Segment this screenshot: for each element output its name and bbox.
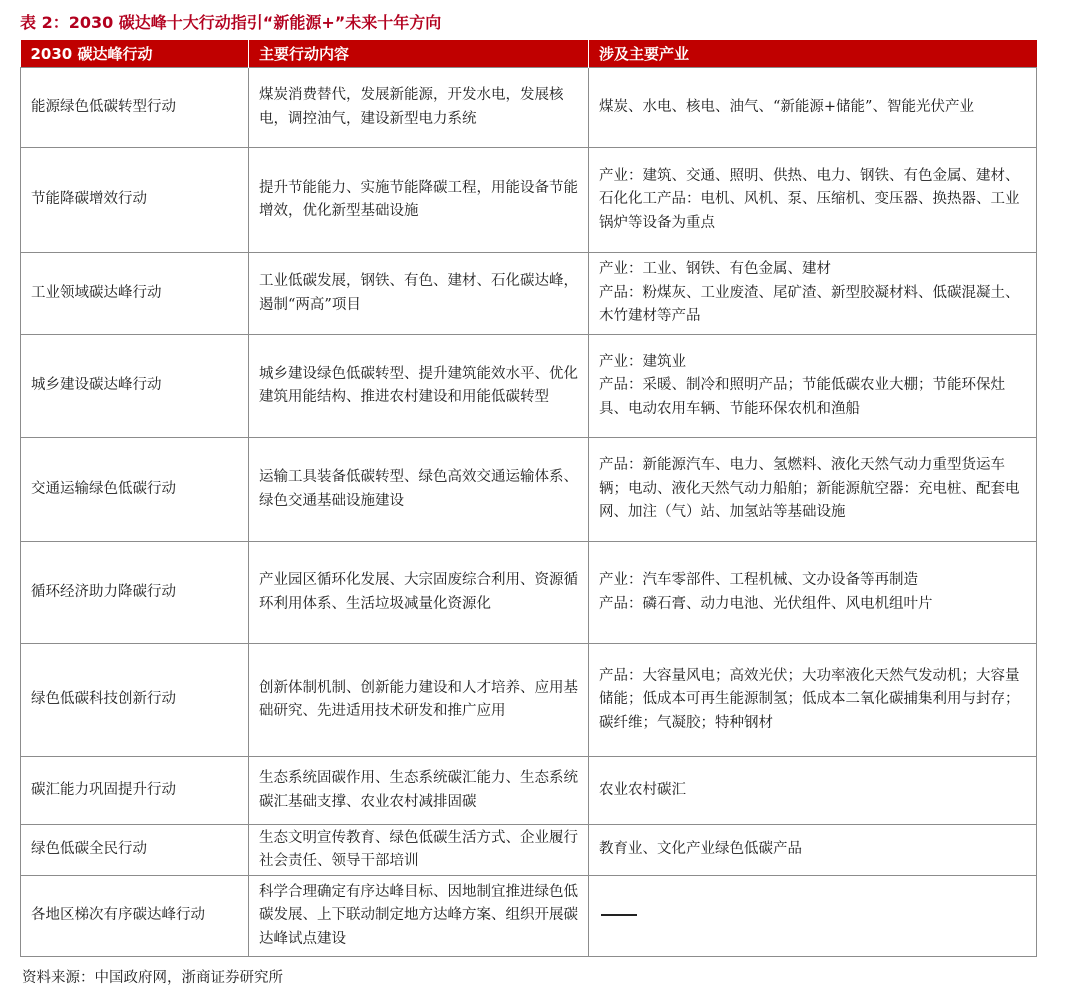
content-cell: 提升节能能力、实施节能降碳工程，用能设备节能增效，优化新型基础设施 [249,148,589,253]
content-cell: 科学合理确定有序达峰目标、因地制宜推进绿色低碳发展、上下联动制定地方达峰方案、组织开展碳达峰试点建设 [249,876,589,957]
table-row [21,876,1037,957]
industry-cell: 产业：汽车零部件、工程机械、文办设备等再制造 产品：磷石膏、动力电池、光伏组件、风电机组叶片 [589,542,1037,644]
content-cell: 城乡建设绿色低碳转型、提升建筑能效水平、优化建筑用能结构、推进农村建设和用能低碳转型 [249,335,589,438]
action-cell: 绿色低碳全民行动 [21,825,249,876]
table-row [21,757,1037,825]
action-cell: 城乡建设碳达峰行动 [21,335,249,438]
action-cell: 工业领域碳达峰行动 [21,253,249,335]
table-row [21,825,1037,876]
content-cell: 生态文明宣传教育、绿色低碳生活方式、企业履行社会责任、领导干部培训 [249,825,589,876]
table-row [21,335,1037,438]
content-cell: 煤炭消费替代，发展新能源，开发水电，发展核电，调控油气，建设新型电力系统 [249,68,589,148]
table-header-row [21,40,1037,68]
action-cell: 交通运输绿色低碳行动 [21,438,249,542]
action-cell: 碳汇能力巩固提升行动 [21,757,249,825]
industry-cell: 产业：建筑、交通、照明、供热、电力、钢铁、有色金属、建材、石化化工产品：电机、风机、泵、压缩机、变压器、换热器、工业锅炉等设备为重点 [589,148,1037,253]
content-cell: 创新体制机制、创新能力建设和人才培养、应用基础研究、先进适用技术研发和推广应用 [249,644,589,757]
table-row [21,438,1037,542]
industry-cell: 产业：建筑业 产品：采暖、制冷和照明产品；节能低碳农业大棚；节能环保灶具、电动农用车辆、节能环保农机和渔船 [589,335,1037,438]
action-table [20,40,1037,957]
content-cell: 生态系统固碳作用、生态系统碳汇能力、生态系统碳汇基础支撑、农业农村减排固碳 [249,757,589,825]
industry-cell: 产业：工业、钢铁、有色金属、建材 产品：粉煤灰、工业废渣、尾矿渣、新型胶凝材料、低碳混凝土、木竹建材等产品 [589,253,1037,335]
table-row [21,68,1037,148]
source-note: 资料来源：中国政府网，浙商证券研究所 [22,970,283,986]
table-row [21,148,1037,253]
empty-dash-mark [601,914,637,916]
action-cell: 能源绿色低碳转型行动 [21,68,249,148]
action-cell: 绿色低碳科技创新行动 [21,644,249,757]
content-cell: 产业园区循环化发展、大宗固废综合利用、资源循环利用体系、生活垃圾减量化资源化 [249,542,589,644]
content-cell: 工业低碳发展，钢铁、有色、建材、石化碳达峰，遏制“两高”项目 [249,253,589,335]
industry-cell: 产品：大容量风电；高效光伏；大功率液化天然气发动机；大容量储能；低成本可再生能源制氢；低成本二氧化碳捕集利用与封存；碳纤维；气凝胶；特种钢材 [589,644,1037,757]
header-content: 主要行动内容 [249,40,589,68]
table-row [21,542,1037,644]
industry-cell: 教育业、文化产业绿色低碳产品 [589,825,1037,876]
header-action: 2030 碳达峰行动 [21,40,249,68]
action-cell: 节能降碳增效行动 [21,148,249,253]
industry-cell: 产品：新能源汽车、电力、氢燃料、液化天然气动力重型货运车辆；电动、液化天然气动力船舶；新能源航空器：充电桩、配套电网、加注（气）站、加氢站等基础设施 [589,438,1037,542]
industry-cell: 煤炭、水电、核电、油气、“新能源+储能”、智能光伏产业 [589,68,1037,148]
table-row [21,644,1037,757]
industry-cell [589,876,1037,957]
header-industry: 涉及主要产业 [589,40,1037,68]
table-row [21,253,1037,335]
table-title: 表 2：2030 碳达峰十大行动指引“新能源+”未来十年方向 [20,13,442,32]
action-cell: 循环经济助力降碳行动 [21,542,249,644]
industry-cell: 农业农村碳汇 [589,757,1037,825]
content-cell: 运输工具装备低碳转型、绿色高效交通运输体系、绿色交通基础设施建设 [249,438,589,542]
action-cell: 各地区梯次有序碳达峰行动 [21,876,249,957]
